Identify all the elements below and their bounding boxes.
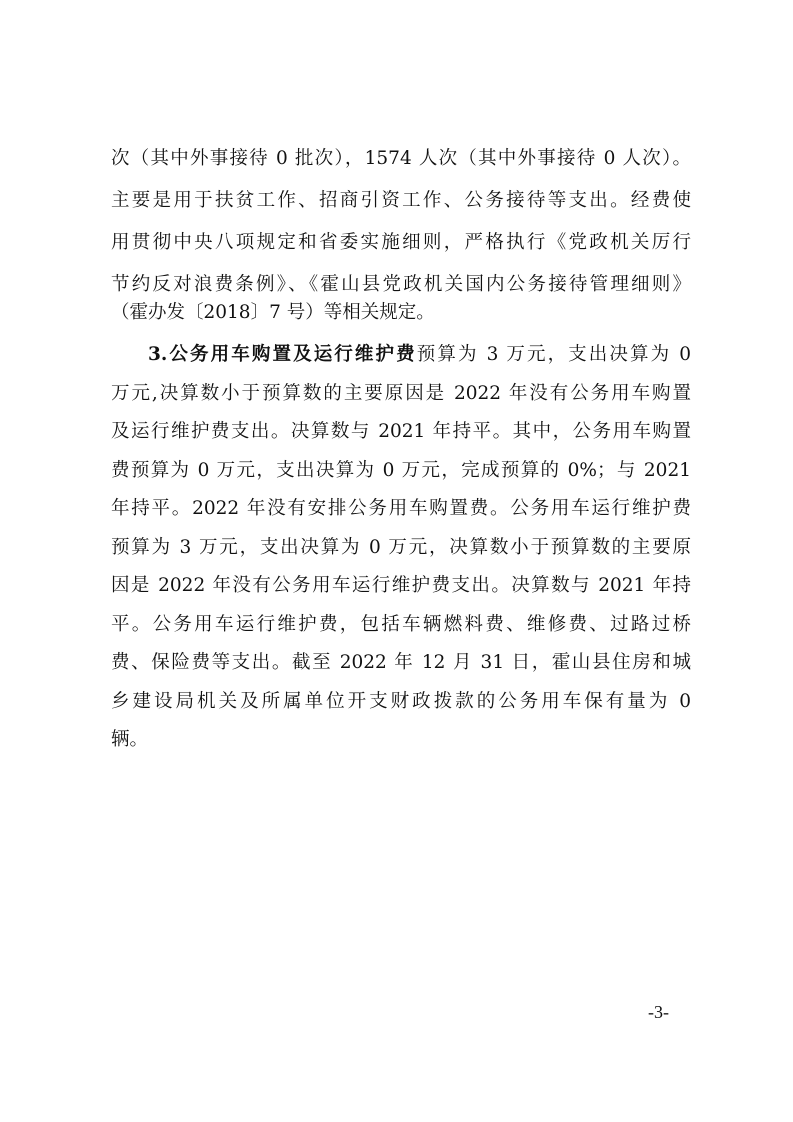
paragraph-line: 辆。 bbox=[111, 729, 149, 750]
section-heading: 3.公务用车购置及运行维护费 bbox=[148, 344, 417, 365]
paragraph-line: 万元,决算数小于预算数的主要原因是 2022 年没有公务用车购置 bbox=[111, 383, 691, 404]
paragraph-text: 预算为 3 万元，支出决算为 0 bbox=[416, 344, 691, 365]
paragraph-line: 费、保险费等支出。截至 2022 年 12 月 31 日，霍山县住房和城 bbox=[111, 652, 691, 673]
paragraph-line: 乡建设局机关及所属单位开支财政拨款的公务用车保有量为 0 bbox=[111, 691, 691, 712]
paragraph-line: 主要是用于扶贫工作、招商引资工作、公务接待等支出。经费使 bbox=[111, 190, 691, 211]
paragraph-line: （霍办发〔2018〕7 号）等相关规定。 bbox=[111, 302, 435, 323]
paragraph-line: 节约反对浪费条例》、《霍山县党政机关国内公务接待管理细则》 bbox=[111, 274, 691, 295]
paragraph-line: 及运行维护费支出。决算数与 2021 年持平。其中，公务用车购置 bbox=[111, 421, 691, 442]
paragraph-line: 平。公务用车运行维护费，包括车辆燃料费、维修费、过路过桥 bbox=[111, 614, 691, 635]
paragraph-line: 因是 2022 年没有公务用车运行维护费支出。决算数与 2021 年持 bbox=[111, 575, 691, 596]
page-number: -3- bbox=[648, 1002, 669, 1022]
paragraph-line: 费预算为 0 万元，支出决算为 0 万元，完成预算的 0%；与 2021 bbox=[111, 460, 691, 481]
paragraph-line: 年持平。2022 年没有安排公务用车购置费。公务用车运行维护费 bbox=[111, 498, 691, 519]
paragraph-line: 次（其中外事接待 0 批次），1574 人次（其中外事接待 0 人次）。 bbox=[111, 148, 691, 169]
paragraph-line: 预算为 3 万元，支出决算为 0 万元，决算数小于预算数的主要原 bbox=[111, 537, 691, 558]
paragraph-line: 用贯彻中央八项规定和省委实施细则，严格执行《党政机关厉行 bbox=[111, 232, 691, 253]
paragraph-first-line bbox=[148, 335, 691, 375]
